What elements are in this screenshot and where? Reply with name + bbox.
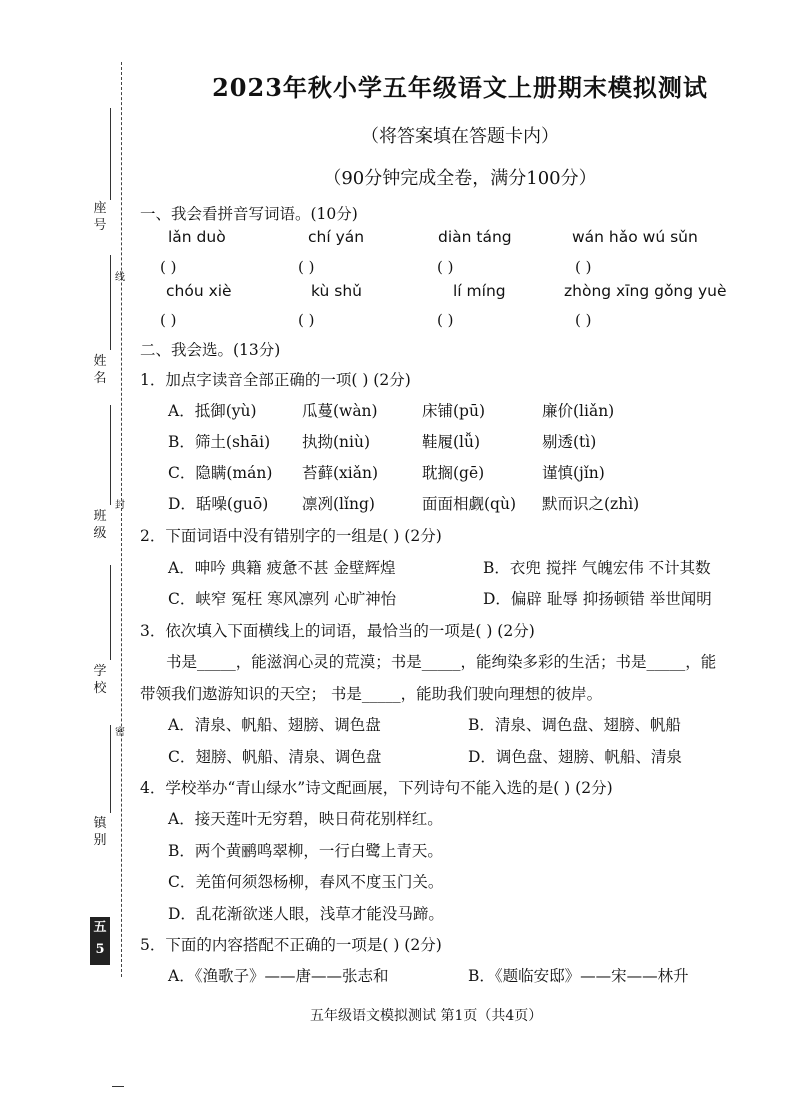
mi-mark: 密: [115, 727, 125, 738]
seat-label: 座号: [93, 201, 107, 233]
q4-option-b[interactable]: B．两个黄鹂鸣翠柳，一行白鹭上青天。: [168, 842, 443, 860]
school-label: 学校: [93, 664, 107, 696]
grade-tag: [90, 917, 110, 965]
q2-stem: 2．下面词语中没有错别字的一组是( ) (2分): [140, 527, 442, 545]
q1-b3: 鞋履(lǚ): [422, 433, 481, 451]
pinyin-5: chóu xiè: [166, 282, 232, 300]
q3-option-d[interactable]: D．调色盘、翅膀、帆船、清泉: [468, 748, 682, 766]
q1-a1[interactable]: A．抵御(yù): [168, 402, 257, 420]
pinyin-6: kù shǔ: [311, 282, 362, 300]
q5-option-a[interactable]: A．《渔歌子》——唐——张志和: [168, 967, 389, 985]
school-underline: [110, 565, 111, 660]
q1-stem: 1．加点字读音全部正确的一项( ) (2分): [140, 371, 411, 389]
q2-option-d[interactable]: D．偏辟 耻辱 抑扬顿错 举世闻明: [483, 590, 712, 608]
pinyin-2: chí yán: [308, 228, 365, 246]
q1-d4: 默而识之(zhì): [542, 495, 640, 513]
q3-text-line1: 书是_____，能滋润心灵的荒漠；书是_____，能绚染多彩的生活；书是_____，能: [166, 653, 717, 671]
answer-blank-1[interactable]: ( ): [160, 258, 177, 276]
q4-option-c[interactable]: C．羌笛何须怨杨柳，春风不度玉门关。: [168, 873, 444, 891]
q3-stem: 3．依次填入下面横线上的词语，最恰当的一项是( ) (2分): [140, 622, 535, 640]
page-footer: 五年级语文模拟测试 第1页（共4页）: [310, 1008, 543, 1024]
binding-dashed-line: [121, 62, 122, 977]
q1-d1[interactable]: D．聒噪(guō): [168, 495, 269, 513]
answer-blank-6[interactable]: ( ): [298, 311, 315, 329]
q2-option-a[interactable]: A．呻吟 典籍 疲惫不甚 金壁辉煌: [168, 559, 396, 577]
exam-time-score: （90分钟完成全卷，满分100分）: [323, 168, 597, 189]
q4-option-d[interactable]: D．乱花渐欲迷人眼，浅草才能没马蹄。: [168, 905, 444, 923]
answer-blank-2[interactable]: ( ): [298, 258, 315, 276]
q3-text-line2: 带领我们遨游知识的天空； 书是_____，能助我们驶向理想的彼岸。: [140, 685, 603, 703]
q1-b1[interactable]: B．筛土(shāi): [168, 433, 271, 451]
town-underline: [110, 725, 111, 813]
xian-mark: 线: [115, 272, 125, 283]
section1-heading: 一、我会看拼音写词语。(10分): [140, 205, 358, 223]
q1-a2: 瓜蔓(wàn): [302, 402, 378, 420]
q1-d3: 面面相觑(qù): [422, 495, 516, 513]
q1-c1[interactable]: C．隐瞒(mán): [168, 464, 273, 482]
q4-option-a[interactable]: A．接天莲叶无穷碧，映日荷花别样红。: [168, 810, 443, 828]
corner-mark: [112, 1086, 124, 1087]
q3-option-c[interactable]: C．翅膀、帆船、清泉、调色盘: [168, 748, 382, 766]
pinyin-1: lǎn duò: [168, 228, 226, 246]
grade-tag-top: 五: [93, 920, 107, 935]
q1-b4: 剔透(tì): [542, 433, 597, 451]
class-label: 班级: [93, 509, 107, 541]
name-label: 姓名: [93, 354, 107, 386]
q1-b2: 执拗(niù): [302, 433, 371, 451]
section2-heading: 二、我会选。(13分): [140, 341, 281, 359]
q1-a4: 廉价(liǎn): [542, 402, 615, 420]
feng-mark: 封: [115, 500, 125, 511]
answer-blank-5[interactable]: ( ): [160, 311, 177, 329]
q4-stem: 4．学校举办“青山绿水”诗文配画展，下列诗句不能入选的是( ) (2分): [140, 779, 613, 797]
q2-option-c[interactable]: C．峡窄 冤枉 寒风凛列 心旷神怡: [168, 590, 397, 608]
q3-option-a[interactable]: A．清泉、帆船、翅膀、调色盘: [168, 716, 381, 734]
q1-a3: 床铺(pū): [422, 402, 485, 420]
class-underline: [110, 405, 111, 505]
q3-option-b[interactable]: B．清泉、调色盘、翅膀、帆船: [468, 716, 681, 734]
pinyin-8: zhòng xīng gǒng yuè: [564, 282, 727, 300]
exam-instruction: （将答案填在答题卡内）: [361, 126, 559, 147]
answer-blank-4[interactable]: ( ): [575, 258, 592, 276]
q5-option-b[interactable]: B．《题临安邸》——宋——林升: [468, 967, 689, 985]
town-label: 镇别: [93, 816, 107, 848]
grade-tag-bottom: 5: [95, 942, 105, 957]
seat-underline: [110, 108, 111, 200]
q5-stem: 5．下面的内容搭配不正确的一项是( ) (2分): [140, 936, 442, 954]
answer-blank-8[interactable]: ( ): [575, 311, 592, 329]
q1-c4: 谨慎(jǐn): [542, 464, 605, 482]
answer-blank-3[interactable]: ( ): [437, 258, 454, 276]
name-underline: [110, 255, 111, 350]
q1-c3: 耽搁(gē): [422, 464, 485, 482]
pinyin-7: lí míng: [453, 282, 506, 300]
q1-c2: 苔藓(xiǎn): [302, 464, 379, 482]
pinyin-3: diàn táng: [438, 228, 512, 246]
q2-option-b[interactable]: B．衣兜 搅拌 气魄宏伟 不计其数: [483, 559, 711, 577]
q1-d2: 凛冽(lǐng): [302, 495, 375, 513]
exam-title: 2023年秋小学五年级语文上册期末模拟测试: [212, 73, 708, 102]
answer-blank-7[interactable]: ( ): [437, 311, 454, 329]
pinyin-4: wán hǎo wú sǔn: [572, 228, 698, 246]
